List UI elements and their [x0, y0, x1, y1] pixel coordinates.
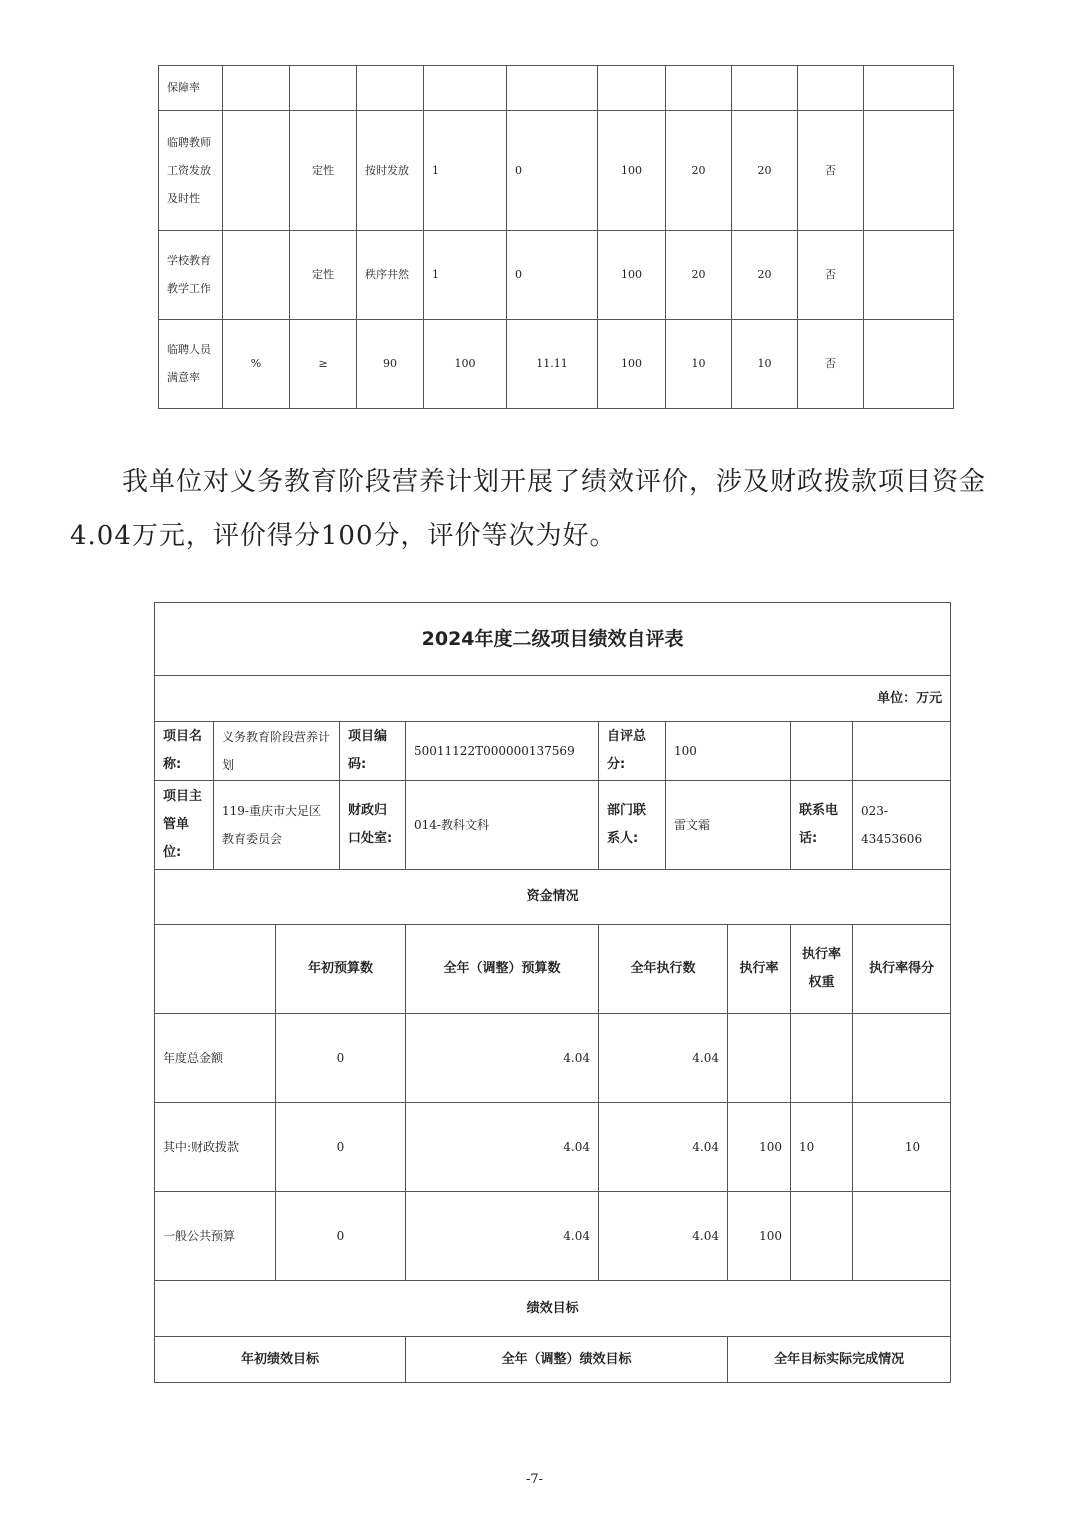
self-evaluation-form: [154, 602, 951, 1383]
indicator-flag: 否: [798, 111, 864, 231]
table-row: [155, 1014, 951, 1103]
fund-rate: 100: [728, 1103, 791, 1192]
goal-col-adjusted: 全年（调整）绩效目标: [406, 1337, 728, 1383]
indicator-v4: 20: [666, 111, 732, 231]
indicator-table: [158, 65, 954, 409]
indicator-op: 定性: [290, 231, 357, 320]
fund-weight: 10: [791, 1103, 853, 1192]
project-code: 50011122T000000137569: [406, 722, 599, 781]
fund-adjusted: 4.04: [406, 1014, 599, 1103]
self-score-label: 自评总分:: [599, 722, 666, 781]
indicator-v4: 10: [666, 320, 732, 409]
project-name: 义务教育阶段营养计划: [214, 722, 340, 781]
fund-executed: 4.04: [599, 1192, 728, 1281]
indicator-v1: 1: [424, 231, 507, 320]
indicator-op: 定性: [290, 111, 357, 231]
indicator-v5: 20: [732, 231, 798, 320]
indicator-v2: 0: [507, 231, 598, 320]
col-score: 执行率得分: [853, 925, 951, 1014]
indicator-flag: 否: [798, 231, 864, 320]
form-title: 2024年度二级项目绩效自评表: [155, 603, 951, 676]
phone-label: 联系电话:: [791, 781, 853, 870]
table-row: [159, 111, 954, 231]
dept-value: 119-重庆市大足区教育委员会: [214, 781, 340, 870]
indicator-v3: 100: [598, 320, 666, 409]
indicator-target: 秩序井然: [357, 231, 424, 320]
col-executed: 全年执行数: [599, 925, 728, 1014]
goal-col-initial: 年初绩效目标: [155, 1337, 406, 1383]
table-row: [159, 66, 954, 111]
fund-rate: [728, 1014, 791, 1103]
table-row: [155, 1103, 951, 1192]
fund-adjusted: 4.04: [406, 1103, 599, 1192]
contact-label: 部门联系人:: [599, 781, 666, 870]
indicator-v4: 20: [666, 231, 732, 320]
fund-label: 其中:财政拨款: [155, 1103, 276, 1192]
col-initial: 年初预算数: [276, 925, 406, 1014]
fund-adjusted: 4.04: [406, 1192, 599, 1281]
indicator-v2: 11.11: [507, 320, 598, 409]
table-row: [155, 1192, 951, 1281]
indicator-target: 90: [357, 320, 424, 409]
goals-header: 绩效目标: [155, 1281, 951, 1337]
fund-label: 一般公共预算: [155, 1192, 276, 1281]
fund-score: [853, 1014, 951, 1103]
table-row: [159, 320, 954, 409]
indicator-v1: 1: [424, 111, 507, 231]
indicator-op: ≥: [290, 320, 357, 409]
indicator-name: 学校教育教学工作: [159, 231, 223, 320]
contact-value: 雷文霜: [666, 781, 791, 870]
indicator-target: 按时发放: [357, 111, 424, 231]
fund-rate: 100: [728, 1192, 791, 1281]
fund-initial: 0: [276, 1103, 406, 1192]
indicator-flag: 否: [798, 320, 864, 409]
fund-score: 10: [853, 1103, 951, 1192]
fund-label: 年度总金额: [155, 1014, 276, 1103]
funds-header: 资金情况: [155, 870, 951, 925]
fund-executed: 4.04: [599, 1014, 728, 1103]
indicator-name: 保障率: [159, 66, 223, 111]
indicator-name: 临聘人员满意率: [159, 320, 223, 409]
fund-initial: 0: [276, 1192, 406, 1281]
indicator-v5: 10: [732, 320, 798, 409]
indicator-v3: 100: [598, 111, 666, 231]
indicator-name: 临聘教师工资发放及时性: [159, 111, 223, 231]
page-number: -7-: [525, 1472, 544, 1487]
fund-score: [853, 1192, 951, 1281]
table-row: [159, 231, 954, 320]
goal-col-actual: 全年目标实际完成情况: [728, 1337, 951, 1383]
phone-value: 023-43453606: [853, 781, 951, 870]
project-name-label: 项目名称:: [155, 722, 214, 781]
evaluation-paragraph: 我单位对义务教育阶段营养计划开展了绩效评价，涉及财政拨款项目资金4.04万元，评价得分100分，评价等次为好。: [70, 467, 987, 551]
self-score: 100: [666, 722, 791, 781]
indicator-unit: %: [223, 320, 290, 409]
fund-executed: 4.04: [599, 1103, 728, 1192]
fund-weight: [791, 1014, 853, 1103]
indicator-v2: 0: [507, 111, 598, 231]
col-adjusted: 全年（调整）预算数: [406, 925, 599, 1014]
fund-initial: 0: [276, 1014, 406, 1103]
unit-label: 单位：万元: [155, 676, 951, 722]
indicator-v1: 100: [424, 320, 507, 409]
project-code-label: 项目编码:: [340, 722, 406, 781]
col-weight: 执行率权重: [791, 925, 853, 1014]
finance-value: 014-教科文科: [406, 781, 599, 870]
finance-label: 财政归口处室:: [340, 781, 406, 870]
indicator-v3: 100: [598, 231, 666, 320]
dept-label: 项目主管单位:: [155, 781, 214, 870]
indicator-v5: 20: [732, 111, 798, 231]
fund-weight: [791, 1192, 853, 1281]
col-rate: 执行率: [728, 925, 791, 1014]
